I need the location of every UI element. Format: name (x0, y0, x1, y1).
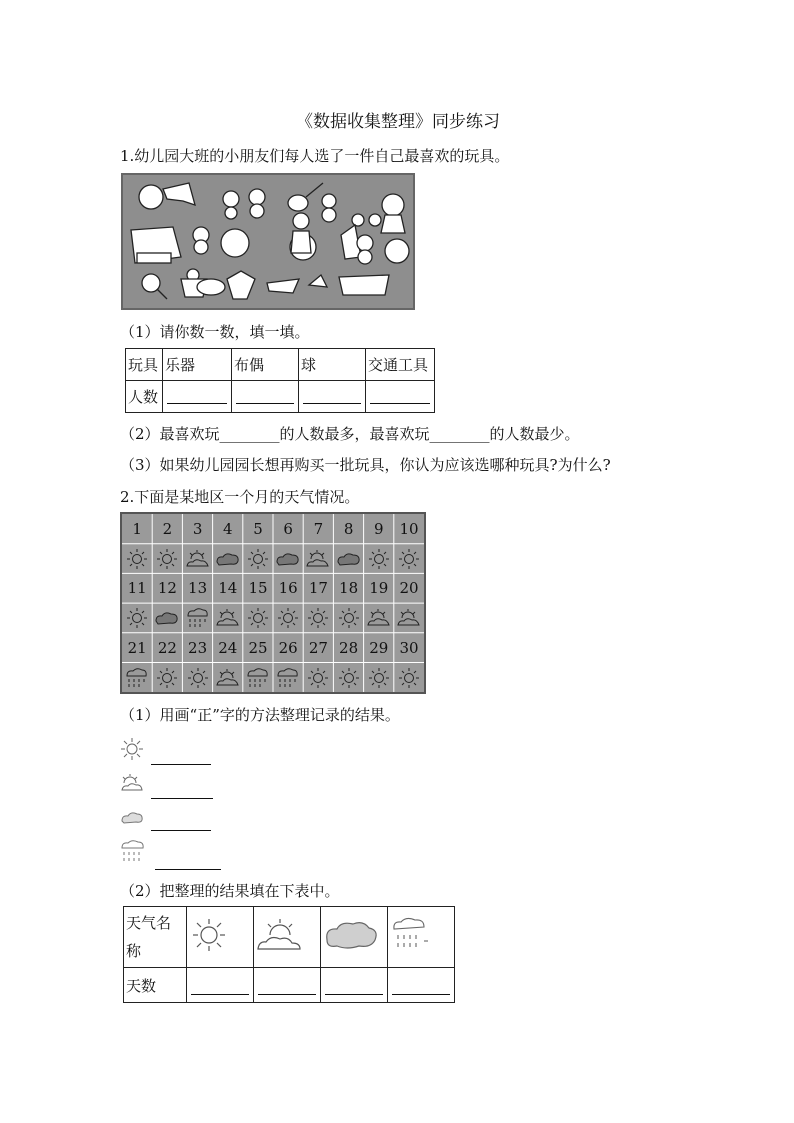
calendar-day-17: 17 (308, 579, 328, 598)
calendar-day-14: 14 (218, 579, 238, 598)
calendar-day-12: 12 (157, 579, 177, 598)
table-header-rain (388, 907, 455, 968)
calendar-day-2: 2 (162, 520, 173, 538)
table-header-sun (187, 907, 254, 968)
calendar-grid (122, 514, 424, 692)
table-row (126, 349, 435, 381)
weather-calendar (120, 512, 426, 694)
partly-cloudy-icon (120, 773, 146, 795)
tally-partly (120, 773, 213, 799)
toy-picture (121, 173, 415, 310)
answer-cell[interactable] (232, 381, 299, 413)
calendar-day-27: 27 (308, 638, 328, 657)
q1-sub1: （1）请你数一数，填一填。 (120, 323, 310, 341)
table-header-cloudy (321, 907, 388, 968)
tally-line-sun[interactable] (151, 764, 211, 765)
answer-cell[interactable] (254, 968, 321, 1003)
calendar-day-19: 19 (369, 579, 389, 598)
calendar-day-8: 8 (343, 520, 354, 538)
calendar-day-20: 20 (399, 579, 419, 598)
table-header-doll: 布偶 (232, 349, 299, 381)
tally-sun (120, 737, 211, 765)
calendar-day-5: 5 (253, 520, 263, 538)
table-header-vehicle: 交通工具 (366, 349, 435, 381)
calendar-day-16: 16 (278, 579, 298, 598)
table-label-weather-name: 天气名称 (124, 907, 187, 968)
toy-drawings-icon (123, 175, 413, 308)
calendar-day-28: 28 (339, 638, 359, 657)
rain-icon (390, 915, 436, 955)
answer-cell[interactable] (321, 968, 388, 1003)
answer-cell[interactable] (163, 381, 232, 413)
calendar-day-10: 10 (399, 520, 419, 538)
table-header-toy: 玩具 (126, 349, 163, 381)
calendar-day-23: 23 (188, 638, 208, 657)
calendar-day-9: 9 (374, 520, 384, 538)
rain-icon (120, 838, 150, 866)
table-row-label: 人数 (126, 381, 163, 413)
calendar-day-13: 13 (188, 579, 208, 598)
table-header-partly (254, 907, 321, 968)
calendar-day-6: 6 (283, 520, 293, 538)
tally-line-rain[interactable] (155, 869, 221, 870)
table-row (126, 381, 435, 413)
tally-line-partly[interactable] (151, 798, 213, 799)
table-header-ball: 球 (299, 349, 366, 381)
calendar-day-24: 24 (218, 638, 238, 657)
calendar-day-11: 11 (127, 579, 147, 598)
cloud-icon (323, 918, 379, 952)
calendar-day-4: 4 (223, 520, 233, 538)
q2-sub2: （2）把整理的结果填在下表中。 (120, 882, 340, 900)
q1-sub3: （3）如果幼儿园园长想再购买一批玩具，你认为应该选哪种玩具?为什么? (120, 456, 611, 474)
tally-rain (120, 838, 221, 870)
calendar-day-1: 1 (132, 520, 142, 538)
table-label-days: 天数 (124, 968, 187, 1003)
calendar-day-22: 22 (157, 638, 177, 657)
table-row (124, 968, 455, 1003)
answer-cell[interactable] (388, 968, 455, 1003)
calendar-day-21: 21 (127, 638, 147, 657)
answer-cell[interactable] (187, 968, 254, 1003)
calendar-day-29: 29 (369, 638, 389, 657)
calendar-day-25: 25 (248, 638, 268, 657)
calendar-day-15: 15 (248, 579, 268, 598)
q2-sub1: （1）用画“正”字的方法整理记录的结果。 (120, 706, 400, 724)
question-2-text: 2.下面是某地区一个月的天气情况。 (120, 488, 360, 506)
calendar-day-30: 30 (399, 638, 419, 657)
tally-cloudy (120, 807, 211, 831)
sun-icon (120, 737, 146, 761)
partly-cloudy-icon (256, 917, 304, 953)
sun-icon (189, 917, 229, 953)
calendar-day-18: 18 (339, 579, 359, 598)
calendar-day-26: 26 (278, 638, 298, 657)
cloud-icon (120, 807, 146, 827)
answer-cell[interactable] (299, 381, 366, 413)
answer-cell[interactable] (366, 381, 435, 413)
q1-sub2: （2）最喜欢玩________的人数最多，最喜欢玩________的人数最少。 (120, 425, 580, 443)
calendar-day-3: 3 (192, 520, 203, 538)
page-title: 《数据收集整理》同步练习 (296, 112, 500, 132)
question-1-text: 1.幼儿园大班的小朋友们每人选了一件自己最喜欢的玩具。 (120, 147, 510, 165)
calendar-day-7: 7 (313, 520, 324, 538)
weather-count-table (123, 906, 455, 1003)
table-row (124, 907, 455, 968)
table-header-instrument: 乐器 (163, 349, 232, 381)
tally-line-cloudy[interactable] (151, 830, 211, 831)
toy-count-table (125, 348, 435, 413)
